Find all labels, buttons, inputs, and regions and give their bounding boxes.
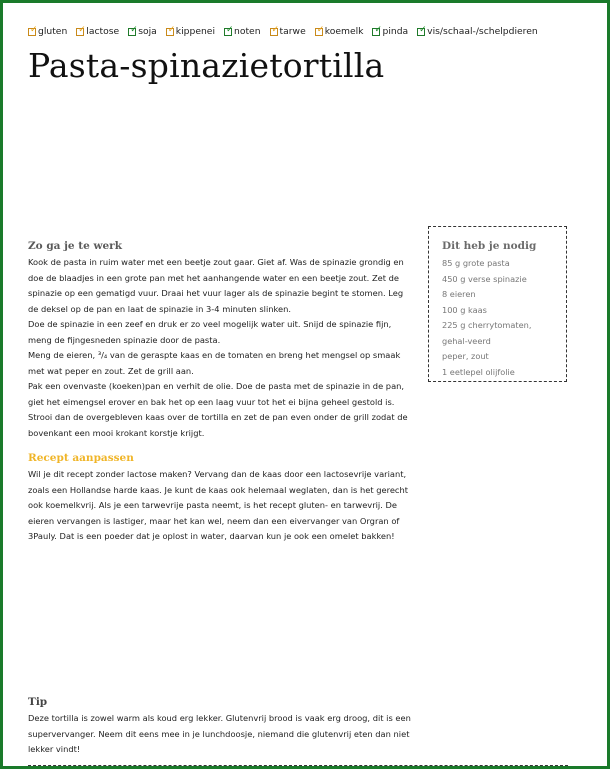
method-paragraph: Kook de pasta in ruim water met een beetje zout gaar. Giet af. Was de spinazie grondig en doe de blaadjes in een grote pan met het aanhangende water en een beetje zout. Zet de spinazie op een gematigd vuur. Draai het vuur lager als de spinazie begint te stomen. Leg de deksel op de pan en laat de spinazie in 3-4 minuten slinken. (28, 257, 404, 314)
allergen-label: kippenei (175, 26, 216, 37)
allergen-noten (224, 26, 261, 37)
checkmark-icon: ✓ (316, 24, 325, 35)
allergen-gluten (28, 26, 67, 37)
checkmark-icon: ✓ (78, 24, 86, 35)
recipe-title: Pasta-spinazietortilla (28, 46, 385, 85)
checkmark-icon: ✓ (419, 24, 427, 35)
checkmark-icon: ✓ (130, 24, 138, 35)
method-section (28, 239, 414, 545)
tip-heading: Tip (28, 696, 48, 708)
ingredient-item: 225 g cherrytomaten, gehal-veerd (442, 320, 532, 346)
adapt-paragraph: Wil je dit recept zonder lactose maken? Vervang dan de kaas door een lactosevrije variant, zoals een Hollandse harde kaas. Je kunt de kaas ook helemaal weglaten, dan is het gerecht ook koemelkvrij. Als je een tarwevrije pasta neemt, is het recept gluten- en tarwevrij. De eieren vervangen is lastiger, maar het kan wel, neem dan een eivervanger van Orgran of 3Pauly. Dat is een poeder dat je oplost in water, daarvan kun je ook een omelet bakken! (28, 469, 409, 541)
allergen-label: soja (138, 26, 157, 37)
allergen-koemelk (315, 26, 364, 37)
ingredient-item: peper, zout (442, 351, 489, 361)
method-paragraph: Pak een ovenvaste (koeken)pan en verhit de olie. Doe de pasta met de spinazie in de pan, giet het eimengsel erover en bak het op een laag vuur tot het ei bijna geheel gestold is. Strooi dan de overgebleven kaas over de tortilla en zet de pan even onder de grill zodat de bovenkant een mooi krokant korstje krijgt. (28, 381, 408, 438)
adapt-heading: Recept aanpassen (28, 452, 134, 464)
method-heading: Zo ga je te werk (28, 240, 122, 252)
checkmark-icon: ✓ (226, 24, 234, 35)
method-paragraph: Meng de eieren, ³/₄ van de geraspte kaas en de tomaten en breng het mengsel op smaak met wat peper en zout. Zet de grill aan. (28, 350, 401, 376)
checkmark-icon: ✓ (374, 24, 383, 35)
checkmark-icon: ✓ (167, 24, 176, 35)
checkmark-icon: ✓ (271, 24, 280, 35)
checkmark-icon: ✓ (30, 24, 38, 35)
allergen-kippenei (166, 26, 215, 37)
allergen-label: lactose (86, 26, 120, 37)
allergen-label: vis/schaal-/schelpdieren (427, 26, 538, 37)
allergen-lactose (76, 26, 119, 37)
tip-text: Deze tortilla is zowel warm als koud erg lekker. Glutenvrij brood is vaak erg droog, dit is een supervervanger. Neem dit eens mee in je lunchdoosje, niemand die glutenvrij eten dan niet lekker vindt! (28, 713, 411, 754)
method-paragraph: Doe de spinazie in een zeef en druk er zo veel mogelijk water uit. Snijd de spinazie fijn, meng de fijngesneden spinazie door de pasta. (28, 319, 392, 345)
allergen-label: pinda (382, 26, 409, 37)
allergen-soja (128, 26, 157, 37)
ingredient-item: 8 eieren (442, 289, 476, 299)
tip-section (28, 695, 414, 758)
allergen-bar (28, 26, 598, 37)
ingredient-item: 1 eetlepel olijfolie (442, 366, 515, 377)
ingredients-box (428, 226, 567, 382)
allergen-label: tarwe (279, 26, 306, 37)
ingredient-item: 100 g kaas (442, 304, 487, 315)
allergen-label: koemelk (324, 26, 364, 37)
ingredient-item: 85 g grote pasta (442, 258, 510, 268)
allergen-pinda (372, 26, 408, 37)
ingredients-heading: Dit heb je nodig (442, 240, 537, 252)
ingredients-list (442, 256, 556, 380)
allergen-label: noten (234, 26, 261, 37)
allergen-label: gluten (38, 26, 68, 37)
divider (28, 765, 568, 766)
allergen-vis (417, 26, 538, 37)
ingredient-item: 450 g verse spinazie (442, 273, 527, 284)
allergen-tarwe (270, 26, 306, 37)
